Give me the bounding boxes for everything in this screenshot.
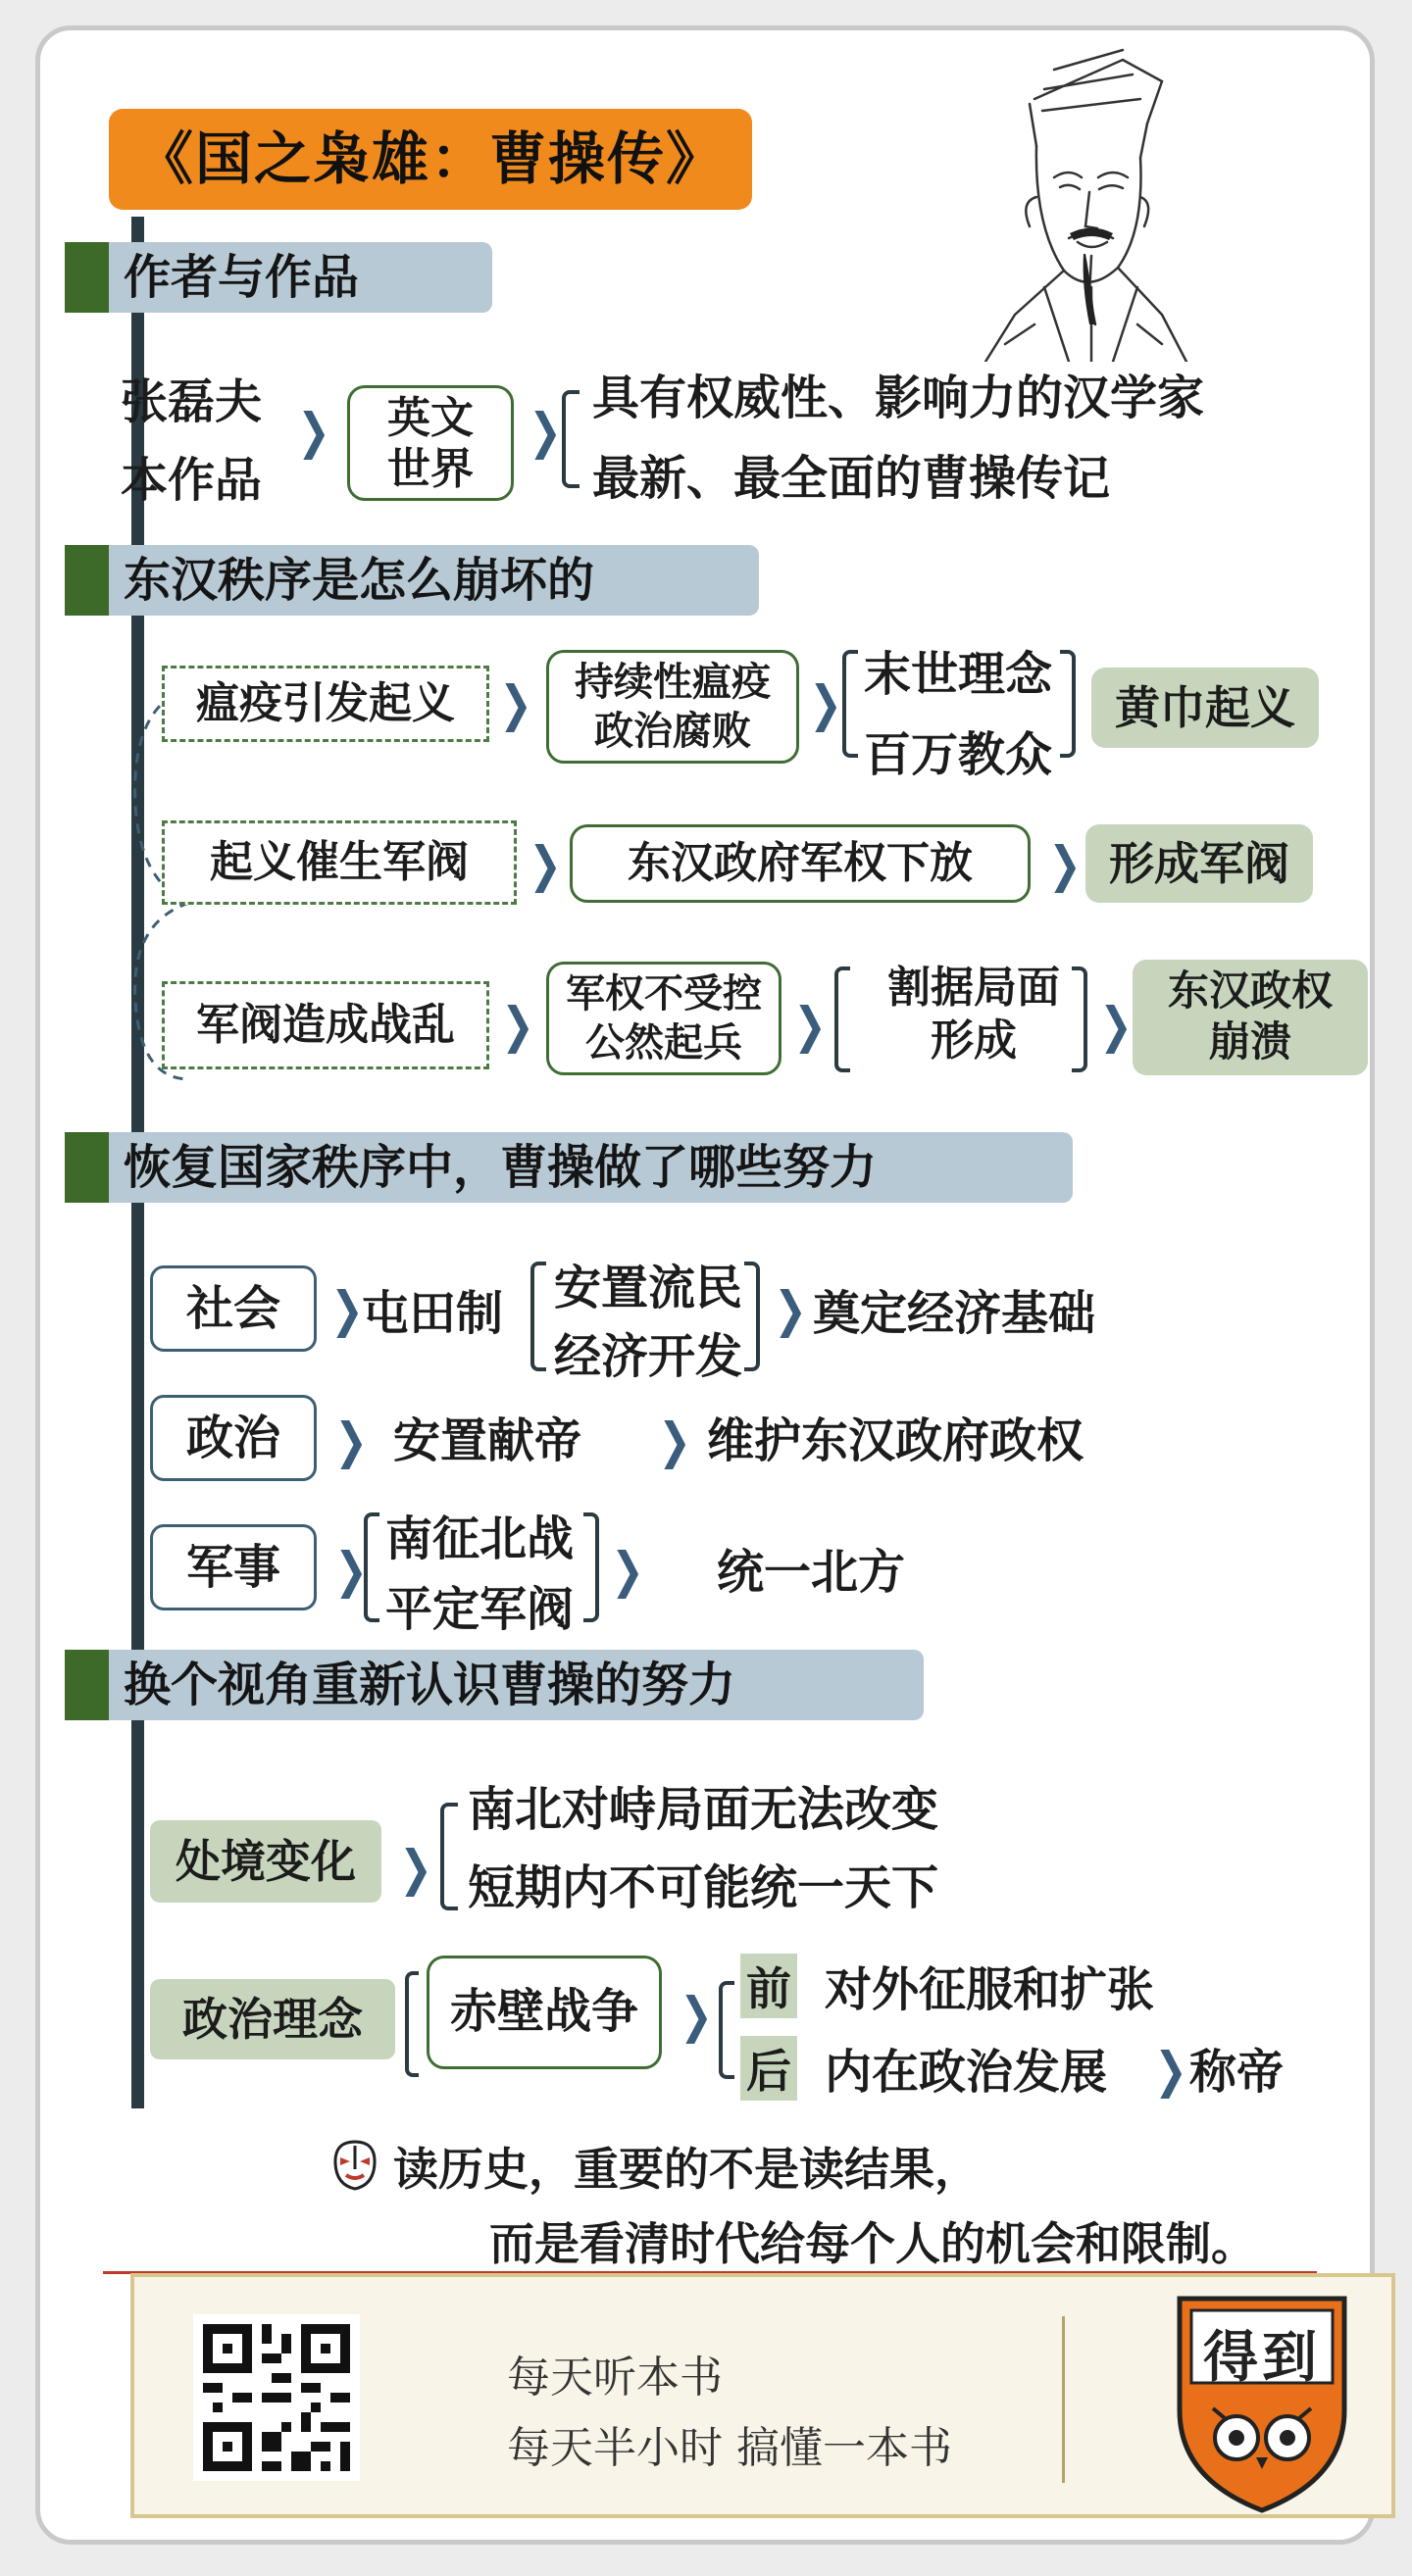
bracket — [562, 390, 580, 488]
label-social: 社会 — [150, 1265, 317, 1352]
author-point-2: 最新、最全面的曹操传记 — [592, 451, 1111, 506]
result-warlords-formed: 形成军阀 — [1085, 824, 1313, 903]
bracket — [530, 1262, 546, 1371]
section-header-collapse: 东汉秩序是怎么崩坏的 — [73, 545, 759, 616]
chevron-right-icon: ❯ — [680, 1987, 713, 2044]
page-title: 《国之枭雄：曹操传》 — [109, 109, 752, 210]
author-point-1: 具有权威性、影响力的汉学家 — [592, 371, 1205, 425]
bracket — [405, 1971, 419, 2077]
military-uncontrolled-box — [546, 962, 782, 1075]
bracket — [364, 1512, 379, 1622]
bracket — [440, 1803, 458, 1910]
section-header-efforts: 恢复国家秩序中，曹操做了哪些努力 — [73, 1132, 1073, 1203]
chevron-right-icon: ❯ — [529, 403, 562, 460]
footer-line-1: 每天听本书 — [507, 2353, 723, 2403]
chevron-right-icon: ❯ — [499, 675, 532, 732]
opera-mask-icon — [330, 2138, 379, 2193]
english-world-line2: 世界 — [387, 444, 474, 494]
chevron-right-icon: ❯ — [399, 1840, 432, 1897]
separatism-line2: 形成 — [931, 1016, 1017, 1065]
bracket — [842, 650, 858, 758]
qr-code — [193, 2314, 360, 2481]
cao-cao-portrait — [976, 30, 1191, 362]
cause-war-chaos: 军阀造成战乱 — [162, 981, 489, 1069]
separatism-line1: 割据局面 — [887, 963, 1060, 1013]
chevron-right-icon: ❯ — [334, 1412, 368, 1469]
economic-development: 经济开发 — [554, 1329, 743, 1384]
result-yellow-turban: 黄巾起义 — [1091, 668, 1319, 748]
settle-emperor: 安置献帝 — [393, 1413, 582, 1468]
bracket — [583, 1512, 599, 1622]
author-name: 张磊夫 — [121, 374, 263, 429]
cause-plague: 瘟疫引发起义 — [162, 666, 489, 742]
footer-divider — [1062, 2316, 1065, 2483]
before-tag: 前 — [740, 1954, 797, 2018]
before-text: 对外征服和扩张 — [825, 1962, 1155, 2017]
no-unification: 短期内不可能统一天下 — [468, 1860, 939, 1915]
plague-factors-box — [546, 650, 799, 764]
section-header-perspective: 换个视角重新认识曹操的努力 — [73, 1650, 924, 1720]
unify-north: 统一北方 — [717, 1545, 906, 1600]
label-situation: 处境变化 — [150, 1820, 381, 1903]
logo-text: 得到 — [1203, 2325, 1321, 2390]
footer-line-2: 每天半小时 搞懂一本书 — [507, 2423, 952, 2473]
label-ideology: 政治理念 — [150, 1979, 395, 2059]
result-regime-collapse — [1133, 960, 1368, 1075]
factor-corruption: 政治腐败 — [594, 708, 751, 754]
quote-line-2: 而是看清时代给每个人的机会和限制。 — [489, 2217, 1256, 2270]
chevron-right-icon: ❯ — [529, 836, 562, 893]
chevron-right-icon: ❯ — [297, 403, 330, 460]
campaigns: 南征北战 — [385, 1511, 575, 1566]
bracket — [1060, 650, 1076, 758]
bracket — [744, 1262, 760, 1371]
regime-collapse-line2: 崩溃 — [1208, 1017, 1291, 1065]
proclaim-emperor: 称帝 — [1189, 2045, 1285, 2100]
summary-card — [35, 25, 1375, 2545]
red-cliff-box: 赤壁战争 — [427, 1956, 662, 2069]
military-power-box: 东汉政府军权下放 — [570, 824, 1031, 903]
north-south-standoff: 南北对峙局面无法改变 — [468, 1782, 939, 1837]
cause-warlords: 起义催生军阀 — [162, 820, 517, 905]
open-rebellion: 公然起兵 — [585, 1019, 742, 1065]
after-text: 内在政治发展 — [825, 2045, 1108, 2100]
section-header-author: 作者与作品 — [73, 242, 492, 313]
uncontrolled-military: 军权不受控 — [566, 970, 762, 1016]
english-world-box — [347, 385, 514, 501]
chevron-right-icon: ❯ — [330, 1281, 364, 1338]
chevron-right-icon: ❯ — [1099, 997, 1133, 1054]
chevron-right-icon: ❯ — [658, 1412, 691, 1469]
million-followers: 百万教众 — [864, 727, 1053, 782]
chevron-right-icon: ❯ — [1154, 2042, 1187, 2099]
regime-collapse-line1: 东汉政权 — [1167, 966, 1333, 1015]
label-military: 军事 — [150, 1524, 317, 1610]
chevron-right-icon: ❯ — [793, 997, 827, 1054]
factor-plague: 持续性瘟疫 — [575, 659, 771, 705]
bracket — [1072, 966, 1087, 1072]
label-political: 政治 — [150, 1395, 317, 1481]
after-tag: 后 — [740, 2036, 797, 2101]
footer-panel — [130, 2273, 1395, 2518]
bracket — [719, 1981, 734, 2079]
apocalypse-idea: 末世理念 — [864, 647, 1053, 702]
english-world-line1: 英文 — [387, 393, 474, 443]
quote-line-1: 读历史，重要的不是读结果， — [393, 2143, 980, 2196]
separatism-box — [862, 962, 1085, 1067]
resettle-refugees: 安置流民 — [554, 1261, 743, 1315]
pacify-warlords: 平定军阀 — [385, 1582, 575, 1637]
chevron-right-icon: ❯ — [1048, 836, 1082, 893]
chevron-right-icon: ❯ — [809, 675, 842, 732]
bracket — [834, 966, 850, 1072]
chevron-right-icon: ❯ — [334, 1542, 368, 1599]
chevron-right-icon: ❯ — [611, 1542, 644, 1599]
author-work: 本作品 — [121, 453, 263, 508]
chevron-right-icon: ❯ — [501, 997, 534, 1054]
chevron-right-icon: ❯ — [774, 1281, 807, 1338]
economic-foundation: 奠定经济基础 — [813, 1286, 1096, 1341]
tuntian-system: 屯田制 — [362, 1286, 504, 1341]
protect-regime: 维护东汉政府政权 — [707, 1413, 1084, 1468]
